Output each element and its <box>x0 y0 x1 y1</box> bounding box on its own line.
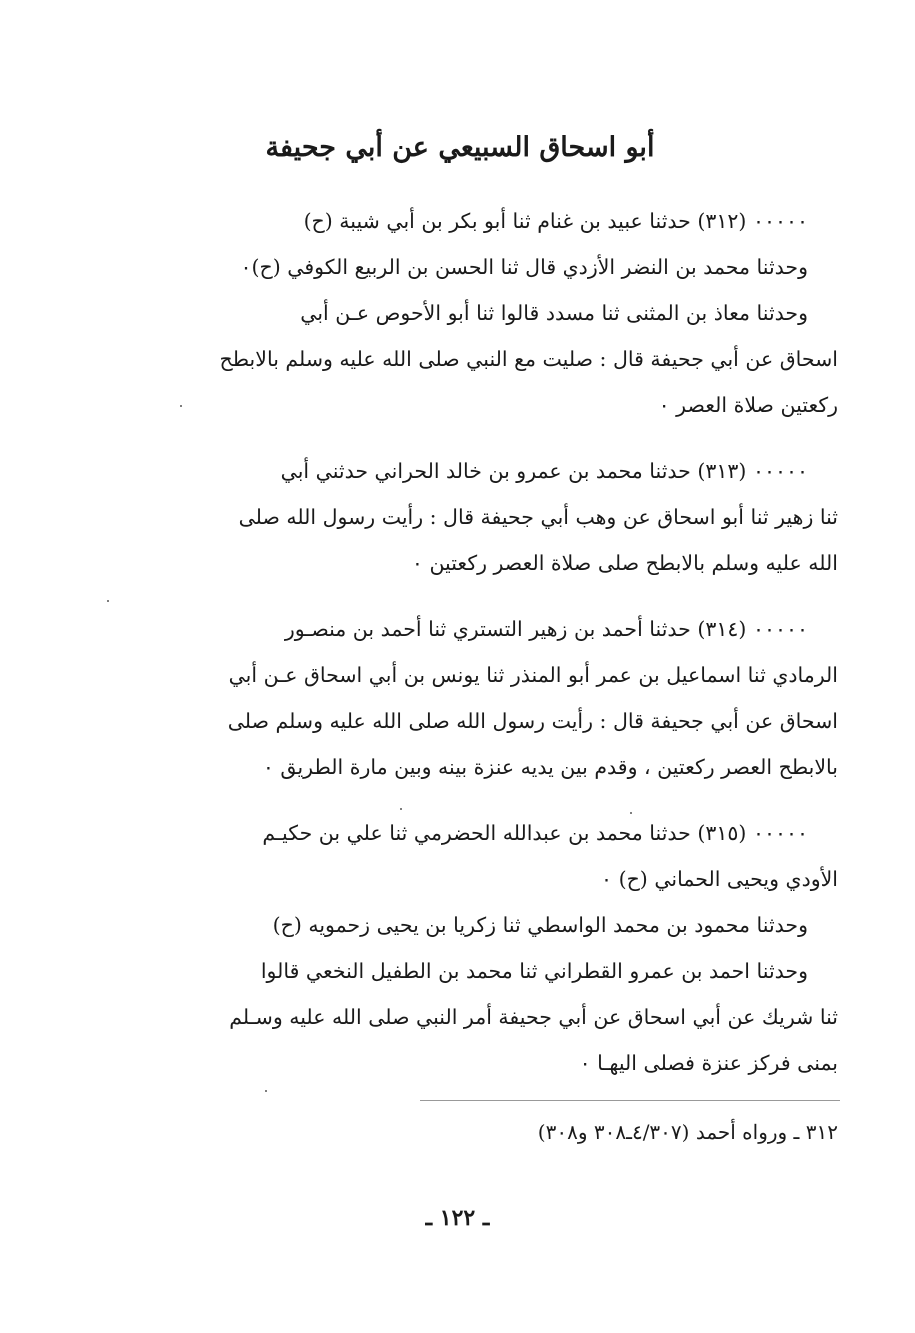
hadith-313 <box>118 448 838 586</box>
hadith-312 <box>118 198 838 428</box>
hadith-line: ٠٠٠٠٠ (٣١٣) حدثنا محمد بن عمرو بن خالد الحراني حدثني أبي <box>280 459 808 483</box>
hadith-line: الله عليه وسلم بالابطح صلى صلاة العصر ركعتين ٠ <box>411 551 838 575</box>
scan-speck <box>630 812 632 814</box>
scan-speck <box>107 600 109 602</box>
hadith-line: ٠٠٠٠٠ (٣١٢) حدثنا عبيد بن غنام ثنا أبو بكر بن أبي شيبة (ح) <box>303 209 808 233</box>
hadith-line: وحدثنا احمد بن عمرو القطراني ثنا محمد بن الطفيل النخعي قالوا <box>260 959 808 983</box>
hadith-line: الأودي ويحيى الحماني (ح) ٠ <box>601 867 838 891</box>
scan-speck <box>180 405 182 407</box>
page-number: ـ ١٢٢ ـ <box>425 1205 490 1231</box>
hadith-line: اسحاق عن أبي جحيفة قال : صليت مع النبي صلى الله عليه وسلم بالابطح <box>219 347 838 371</box>
hadith-line: ٠٠٠٠٠ (٣١٤) حدثنا أحمد بن زهير التستري ثنا أحمد بن منصـور <box>284 617 808 641</box>
scan-speck <box>265 1090 267 1092</box>
hadith-line: وحدثنا محمد بن النضر الأزدي قال ثنا الحسن بن الربيع الكوفي (ح)٠ <box>240 255 808 279</box>
hadith-314 <box>118 606 838 790</box>
hadith-line: الرمادي ثنا اسماعيل بن عمر أبو المنذر ثنا يونس بن أبي اسحاق عـن أبي <box>228 663 838 687</box>
hadith-line: بالابطح العصر ركعتين ، وقدم بين يديه عنزة بينه وبين مارة الطريق ٠ <box>262 755 838 779</box>
hadith-line: ثنا زهير ثنا أبو اسحاق عن وهب أبي جحيفة قال : رأيت رسول الله صلى <box>238 505 838 529</box>
page-title-text: أبو اسحاق السبيعي عن أبي جحيفة <box>265 132 655 163</box>
hadith-line: وحدثنا محمود بن محمد الواسطي ثنا زكريا بن يحيى زحمويه (ح) <box>272 913 808 937</box>
hadith-line: ٠٠٠٠٠ (٣١٥) حدثنا محمد بن عبدالله الحضرمي ثنا علي بن حكيـم <box>262 821 808 845</box>
hadith-line: بمنى فركز عنزة فصلى اليهـا ٠ <box>579 1051 838 1075</box>
footnote: ٣١٢ ـ ورواه أحمد (٤/٣٠٧ـ٣٠٨ و٣٠٨) <box>537 1120 838 1144</box>
hadith-line: وحدثنا معاذ بن المثنى ثنا مسدد قالوا ثنا أبو الأحوص عـن أبي <box>300 301 808 325</box>
hadith-line: ركعتين صلاة العصر ٠ <box>658 393 838 417</box>
page-title <box>120 128 820 168</box>
hadith-315 <box>118 810 838 1086</box>
footnote-divider <box>420 1100 840 1101</box>
hadith-line: اسحاق عن أبي جحيفة قال : رأيت رسول الله صلى الله عليه وسلم صلى <box>227 709 838 733</box>
hadith-body <box>118 198 838 1086</box>
hadith-line: ثنا شريك عن أبي اسحاق عن أبي جحيفة أمر النبي صلى الله عليه وسـلم <box>229 1005 838 1029</box>
scan-speck <box>400 808 402 810</box>
